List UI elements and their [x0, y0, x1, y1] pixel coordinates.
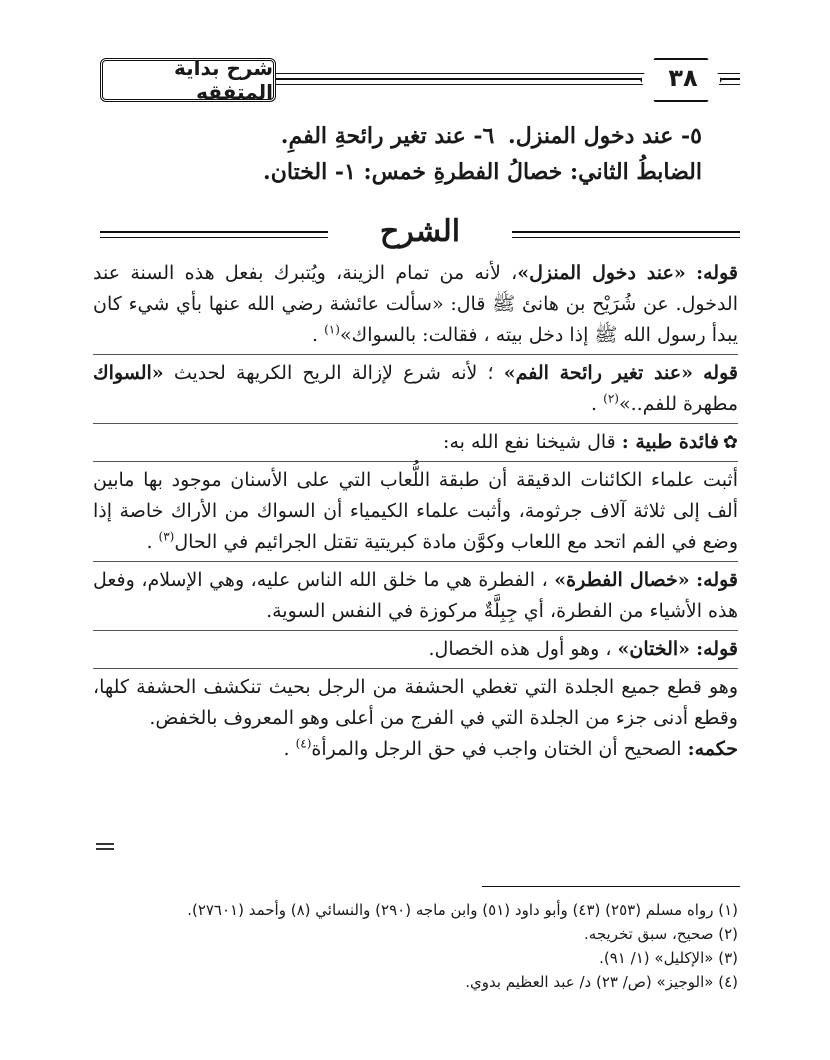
- margin-mark: [96, 843, 114, 845]
- quoted-phrase: «الختان»: [617, 638, 691, 660]
- paragraph: [93, 258, 738, 351]
- matn-item: ٥- عند دخول المنزل.: [508, 123, 702, 149]
- matn-line: الضابطُ الثاني: خصالُ الفطرةِ خمس: ١- الختان.: [263, 159, 702, 185]
- paragraph: [93, 634, 738, 665]
- footnote: (٤) «الوجيز» (ص/ ٢٣) د/ عبد العظيم بدوي.: [465, 973, 738, 991]
- section-title: الشرح: [379, 214, 461, 249]
- footnote-ref: (٣): [158, 529, 175, 544]
- matn-line: [222, 118, 702, 154]
- paragraph-text: قال شيخنا نفع الله به:: [443, 431, 622, 453]
- paragraph-text: وهو قطع جميع الجلدة التي تغطي الحشفة من الرجل بحيث تنكشف الحشفة كلها، وقطع أدنى جزء من الجلدة التي في الفرج من أعلى وهو المعروف بالخفض.: [93, 676, 738, 729]
- speaker-label: قوله:: [696, 638, 738, 660]
- paragraph: [93, 565, 738, 627]
- speaker-label: قوله:: [696, 262, 738, 284]
- margin-mark: [96, 848, 114, 850]
- quoted-phrase: «خصال الفطرة»: [554, 569, 690, 591]
- paragraph-text: أثبت علماء الكائنات الدقيقة أن طبقة اللُّعاب التي على الأسنان موجود بها مابين ألف إلى ثلاثة آلاف جرثومة، وأثبت علماء الكيمياء أن السواك من الأراك خاصة إذا وضع في الفم اتحد مع اللعاب وكوَّن مادة كبريتية تقتل الجرائيم في الحال: [93, 469, 738, 553]
- paragraph-text: ؛ لأنه شرع لإزالة الريح الكريهة لحديث: [163, 362, 504, 384]
- paragraph-divider: [93, 630, 738, 631]
- quoted-phrase: «عند تغير رائحة الفم»: [503, 362, 693, 384]
- paragraph-divider: [93, 668, 738, 669]
- matn-item: ٦- عند تغير رائحةِ الفمِ.: [280, 123, 495, 149]
- footnote: (٣) «الإكليل» (١/ ٩١).: [599, 949, 738, 967]
- paragraph-text: ، الفطرة هي ما خلق الله الناس عليه، وهي الإسلام، وفعل هذه الأشياء من الفطرة، أي جِبِلَّةٌ مركوزة في النفس السوية.: [93, 569, 738, 622]
- quoted-phrase: «السواك: [93, 362, 164, 384]
- footnote: (١) رواه مسلم (٢٥٣) (٤٣) وأبو داود (٥١) وابن ماجه (٢٩٠) والنسائي (٨) وأحمد (٢٧٦٠١).: [187, 901, 738, 919]
- footnotes: [98, 898, 738, 994]
- paragraph: [93, 465, 738, 558]
- commentary-body: [93, 258, 738, 765]
- paragraph: [93, 734, 738, 765]
- footnote-ref: (٢): [603, 391, 619, 406]
- flower-icon: ✿: [722, 432, 738, 453]
- paragraph-text: مطهرة للفم..»: [618, 393, 738, 415]
- paragraph-text: ، وهو أول هذه الخصال.: [428, 638, 618, 660]
- page-number: ٣٨: [668, 64, 698, 92]
- section-heading: [100, 210, 740, 254]
- paragraph-divider: [93, 354, 738, 355]
- paragraph: [93, 427, 738, 458]
- paragraph-end: .: [312, 324, 325, 346]
- matn-block: [222, 118, 702, 190]
- page-header: [100, 55, 740, 103]
- book-title: شرح بداية المتفقه: [100, 58, 276, 102]
- footnote-ref: (٤): [295, 736, 312, 751]
- paragraph-text: الصحيح أن الختان واجب في حق الرجل والمرأة: [311, 738, 688, 760]
- paragraph-end: .: [591, 393, 604, 415]
- paragraph-divider: [93, 561, 738, 562]
- paragraph-end: .: [283, 738, 296, 760]
- paragraph: [93, 358, 738, 420]
- paragraph: [93, 672, 738, 734]
- speaker-label: قوله: [703, 362, 738, 384]
- benefit-label: فائدة طبية :: [621, 431, 719, 453]
- paragraph-divider: [93, 423, 738, 424]
- paragraph-end: .: [146, 531, 159, 553]
- footnote-rule: [482, 886, 740, 887]
- ruling-label: حكمه:: [687, 738, 738, 760]
- footnote: (٢) صحيح، سبق تخريجه.: [584, 925, 738, 943]
- paragraph-text: ، لأنه من تمام الزينة، ويُتبرك بفعل هذه السنة عند الدخول. عن شُرَيْح بن هانئ ﷺ قال: «سألت عائشة رضي الله عنها بأي شيء كان يبدأ رسول الله ﷺ إذا دخل بيته ، فقالت: بالسواك»: [93, 262, 738, 346]
- footnote-ref: (١): [324, 322, 340, 337]
- quoted-phrase: «عند دخول المنزل»: [517, 262, 686, 284]
- speaker-label: قوله:: [696, 569, 739, 591]
- paragraph-divider: [93, 461, 738, 462]
